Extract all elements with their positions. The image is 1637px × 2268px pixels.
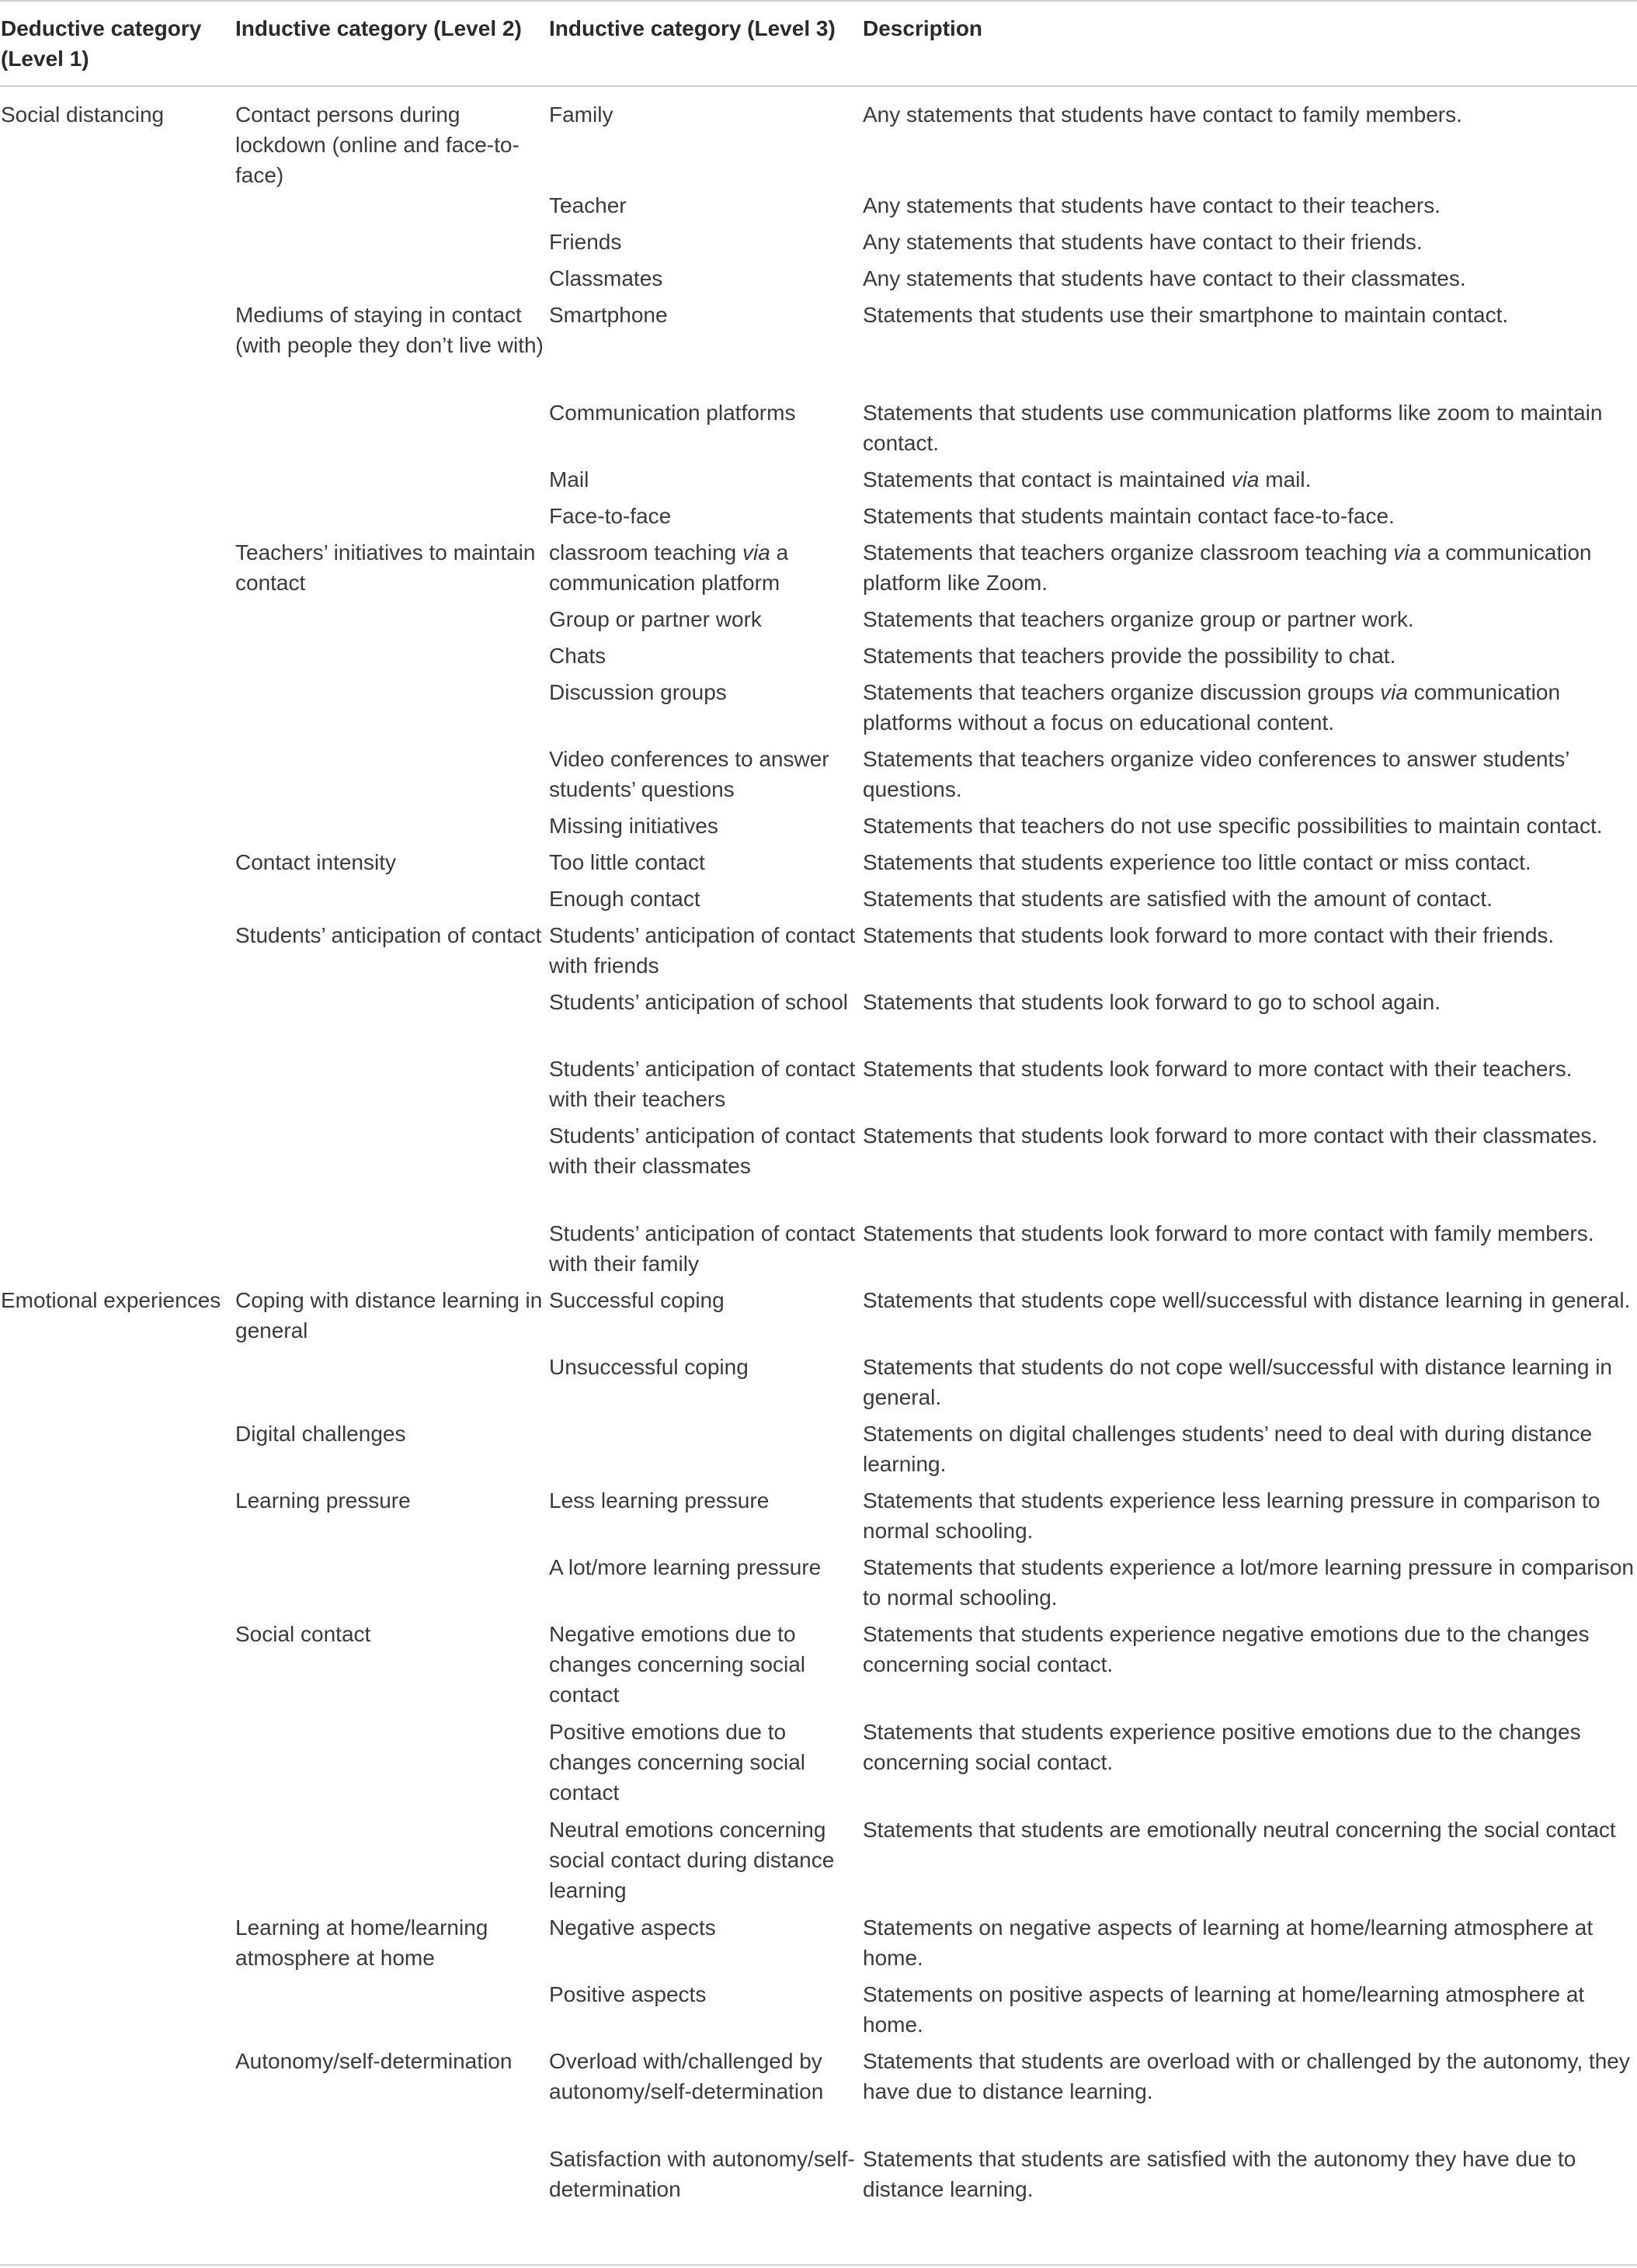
cell-description: Statements that teachers organize video conferences to answer students’ questions. — [863, 747, 1569, 801]
cell-inductive-level3: Family — [549, 102, 613, 127]
cell-inductive-level2: Autonomy/self-determination — [235, 2049, 513, 2073]
cell-inductive-level3: Enough contact — [549, 887, 700, 911]
cell-deductive-level1 — [0, 1218, 235, 1285]
cell-inductive-level2: Students’ anticipation of contact — [235, 923, 542, 947]
cell-deductive-level1: Emotional experiences — [1, 1288, 221, 1312]
cell-description: Statements that students are satisfied with the amount of contact. — [863, 887, 1493, 911]
table-row — [0, 987, 1637, 1054]
italic-text: via — [1380, 680, 1408, 704]
cell-inductive-level2 — [235, 1120, 549, 1218]
cell-inductive-level3: Negative emotions due to changes concerning social contact — [549, 1622, 805, 1707]
cell-deductive-level1 — [0, 190, 235, 227]
cell-deductive-level1 — [0, 263, 235, 300]
cell-inductive-level2: Learning at home/learning atmosphere at home — [235, 1915, 488, 1970]
cell-description: Statements that students look forward to more contact with family members. — [863, 1221, 1594, 1245]
cell-inductive-level3: Classmates — [549, 266, 663, 290]
cell-description: Statements on digital challenges students’ need to deal with during distance learning. — [863, 1422, 1593, 1476]
cell-inductive-level2 — [235, 227, 549, 263]
cell-inductive-level3 — [549, 1419, 863, 1485]
cell-inductive-level3: Overload with/challenged by autonomy/self-determination — [549, 2049, 824, 2103]
cell-description: Any statements that students have contact to their classmates. — [863, 266, 1466, 290]
cell-inductive-level3: Discussion groups — [549, 680, 727, 704]
cell-deductive-level1 — [0, 744, 235, 811]
cell-inductive-level3: Students’ anticipation of contact with friends — [549, 923, 856, 978]
cell-description: Statements that teachers provide the possibility to chat. — [863, 644, 1396, 668]
cell-inductive-level2: Teachers’ initiatives to maintain contact — [235, 540, 536, 595]
cell-inductive-level3: Students’ anticipation of contact with their classmates — [549, 1124, 856, 1178]
cell-inductive-level3: Video conferences to answer students’ questions — [549, 747, 829, 801]
italic-text: via — [742, 540, 770, 564]
text-fragment: mail. — [1259, 467, 1312, 491]
table-row — [0, 1285, 1637, 1352]
cell-description: Statements on positive aspects of learning at home/learning atmosphere at home. — [863, 1982, 1585, 2037]
table-row — [0, 604, 1637, 641]
cell-inductive-level2: Social contact — [235, 1622, 371, 1646]
text-fragment: Statements that contact is maintained — [863, 467, 1232, 491]
cell-inductive-level3: Satisfaction with autonomy/self-determination — [549, 2147, 855, 2201]
cell-deductive-level1 — [0, 464, 235, 501]
cell-description: Statements that students look forward to more contact with their friends. — [863, 923, 1555, 947]
cell-description: Statements that students maintain contact face-to-face. — [863, 504, 1395, 528]
cell-inductive-level3: A lot/more learning pressure — [549, 1555, 822, 1579]
header-description: Description — [863, 16, 983, 40]
cell-description: Statements that students look forward to more contact with their classmates. — [863, 1124, 1598, 1148]
table-row — [0, 86, 1637, 190]
cell-deductive-level1: Social distancing — [1, 102, 165, 127]
cell-inductive-level2: Contact intensity — [235, 850, 396, 874]
cell-description: Statements that students are overload with or challenged by the autonomy, they have due to distance learning. — [863, 2049, 1630, 2103]
cell-deductive-level1 — [0, 1419, 235, 1485]
cell-inductive-level3: Less learning pressure — [549, 1488, 770, 1513]
cell-inductive-level3: Neutral emotions concerning social contact during distance learning — [549, 1818, 835, 1902]
cell-deductive-level1 — [0, 1120, 235, 1218]
table-header — [0, 0, 1637, 86]
cell-deductive-level1 — [0, 1815, 235, 1912]
table-row — [0, 537, 1637, 604]
cell-description: Any statements that students have contact to family members. — [863, 102, 1462, 127]
table-row — [0, 641, 1637, 677]
cell-inductive-level3: Chats — [549, 644, 606, 668]
cell-deductive-level1 — [0, 920, 235, 987]
cell-inductive-level3: Communication platforms — [549, 401, 796, 425]
table-row — [0, 263, 1637, 300]
table-row — [0, 677, 1637, 744]
cell-inductive-level3: Positive aspects — [549, 1982, 707, 2006]
cell-description: Statements that teachers organize group or partner work. — [863, 607, 1414, 631]
table-row — [0, 847, 1637, 884]
text-fragment: a communication platform — [549, 540, 789, 595]
cell-inductive-level2 — [235, 1979, 549, 2046]
cell-description: Statements that students look forward to go to school again. — [863, 990, 1441, 1014]
cell-deductive-level1 — [0, 604, 235, 641]
cell-inductive-level3: Missing initiatives — [549, 814, 718, 838]
cell-deductive-level1 — [0, 1054, 235, 1120]
text-fragment: communication platforms without a focus on educational content. — [863, 680, 1561, 735]
cell-deductive-level1 — [0, 2046, 235, 2144]
table-row — [0, 227, 1637, 263]
table-row — [0, 744, 1637, 811]
cell-deductive-level1 — [0, 987, 235, 1054]
cell-inductive-level2: Mediums of staying in contact (with people they don’t live with) — [235, 303, 544, 357]
cell-deductive-level1 — [0, 300, 235, 398]
cell-inductive-level2 — [235, 1218, 549, 1285]
cell-inductive-level3: Teacher — [549, 193, 627, 217]
cell-description: Statements that students experience negative emotions due to the changes concerning social contact. — [863, 1622, 1590, 1676]
cell-description: Statements that students experience a lot/more learning pressure in comparison to normal schooling. — [863, 1555, 1634, 1610]
cell-inductive-level3: Mail — [549, 467, 589, 491]
cell-inductive-level3: Students’ anticipation of contact with their family — [549, 1221, 856, 1276]
cell-deductive-level1 — [0, 1979, 235, 2046]
italic-text: via — [1231, 467, 1260, 491]
table-row — [0, 1419, 1637, 1485]
cell-deductive-level1 — [0, 1912, 235, 1979]
cell-inductive-level2 — [235, 263, 549, 300]
cell-description — [863, 464, 1637, 501]
text-fragment: a communication platform like Zoom. — [863, 540, 1592, 595]
cell-deductive-level1 — [0, 227, 235, 263]
table-row — [0, 920, 1637, 987]
cell-deductive-level1 — [0, 1717, 235, 1815]
cell-description: Statements on negative aspects of learning at home/learning atmosphere at home. — [863, 1915, 1594, 1970]
table-row — [0, 1218, 1637, 1285]
table-row — [0, 1717, 1637, 1815]
top-rule — [0, 0, 1637, 2]
table-row — [0, 1619, 1637, 1717]
bottom-rule — [0, 2264, 1637, 2266]
cell-description: Any statements that students have contact to their friends. — [863, 230, 1423, 254]
cell-description: Statements that students experience less learning pressure in comparison to normal schooling. — [863, 1488, 1601, 1543]
cell-inductive-level2 — [235, 1054, 549, 1120]
text-fragment: Statements that teachers organize discussion groups — [863, 680, 1381, 704]
cell-description: Statements that students experience too little contact or miss contact. — [863, 850, 1531, 874]
cell-inductive-level3: Negative aspects — [549, 1915, 716, 1940]
table-row — [0, 1815, 1637, 1912]
cell-inductive-level3: Smartphone — [549, 303, 668, 327]
cell-inductive-level2 — [235, 744, 549, 811]
table-row — [0, 464, 1637, 501]
cell-description: Statements that students look forward to more contact with their teachers. — [863, 1057, 1573, 1081]
table-row — [0, 884, 1637, 920]
cell-deductive-level1 — [0, 398, 235, 464]
table-row — [0, 1552, 1637, 1619]
table-row — [0, 1485, 1637, 1552]
cell-deductive-level1 — [0, 847, 235, 884]
cell-description — [863, 677, 1637, 744]
cell-description: Statements that students use communication platforms like zoom to maintain contact. — [863, 401, 1603, 455]
cell-inductive-level3: Unsuccessful coping — [549, 1355, 749, 1379]
cell-description: Any statements that students have contact to their teachers. — [863, 193, 1441, 217]
cell-inductive-level3: Students’ anticipation of contact with their teachers — [549, 1057, 856, 1111]
header-deductive-level1: Deductive category (Level 1) — [1, 16, 202, 71]
header-inductive-level2: Inductive category (Level 2) — [235, 16, 522, 40]
cell-inductive-level2: Digital challenges — [235, 1422, 406, 1446]
cell-description: Statements that students do not cope well/successful with distance learning in general. — [863, 1355, 1612, 1409]
cell-inductive-level2 — [235, 641, 549, 677]
cell-deductive-level1 — [0, 1552, 235, 1619]
cell-description: Statements that students cope well/successful with distance learning in general. — [863, 1288, 1631, 1312]
cell-inductive-level3: Successful coping — [549, 1288, 725, 1312]
cell-deductive-level1 — [0, 501, 235, 537]
table-row — [0, 190, 1637, 227]
cell-inductive-level2 — [235, 884, 549, 920]
cell-inductive-level3: Face-to-face — [549, 504, 672, 528]
cell-inductive-level3: Friends — [549, 230, 622, 254]
table-row — [0, 1979, 1637, 2046]
cell-description: Statements that students use their smartphone to maintain contact. — [863, 303, 1509, 327]
cell-deductive-level1 — [0, 641, 235, 677]
header-row — [0, 0, 1637, 86]
cell-inductive-level3: Too little contact — [549, 850, 705, 874]
cell-inductive-level2 — [235, 1352, 549, 1419]
table-row — [0, 398, 1637, 464]
cell-inductive-level3: Positive emotions due to changes concerning social contact — [549, 1720, 805, 1804]
cell-inductive-level2 — [235, 398, 549, 464]
cell-inductive-level3 — [549, 537, 863, 604]
cell-deductive-level1 — [0, 537, 235, 604]
cell-inductive-level2: Coping with distance learning in general — [235, 1288, 543, 1342]
cell-inductive-level2 — [235, 501, 549, 537]
cell-deductive-level1 — [0, 884, 235, 920]
text-fragment: classroom teaching — [549, 540, 743, 564]
cell-deductive-level1 — [0, 1352, 235, 1419]
table-row — [0, 1054, 1637, 1120]
cell-inductive-level2 — [235, 811, 549, 847]
cell-inductive-level2 — [235, 2144, 549, 2242]
table-row — [0, 1352, 1637, 1419]
cell-description: Statements that teachers do not use specific possibilities to maintain contact. — [863, 814, 1603, 838]
table-body — [0, 86, 1637, 2242]
cell-deductive-level1 — [0, 677, 235, 744]
header-rule — [0, 85, 1637, 87]
cell-inductive-level3: Students’ anticipation of school — [549, 990, 848, 1014]
cell-deductive-level1 — [0, 1619, 235, 1717]
cell-description: Statements that students are satisfied with the autonomy they have due to distance learning. — [863, 2147, 1576, 2201]
cell-inductive-level2 — [235, 987, 549, 1054]
cell-inductive-level2 — [235, 1815, 549, 1912]
cell-inductive-level2 — [235, 604, 549, 641]
table-row — [0, 501, 1637, 537]
cell-inductive-level2 — [235, 1717, 549, 1815]
cell-inductive-level2 — [235, 1552, 549, 1619]
cell-deductive-level1 — [0, 811, 235, 847]
cell-inductive-level2: Contact persons during lockdown (online and face-to-face) — [235, 102, 520, 187]
cell-inductive-level2: Learning pressure — [235, 1488, 411, 1513]
italic-text: via — [1393, 540, 1422, 564]
cell-inductive-level3: Group or partner work — [549, 607, 762, 631]
table-row — [0, 2046, 1637, 2144]
table-row — [0, 300, 1637, 398]
table-row — [0, 811, 1637, 847]
cell-inductive-level2 — [235, 677, 549, 744]
cell-deductive-level1 — [0, 1485, 235, 1552]
cell-inductive-level2 — [235, 464, 549, 501]
table-row — [0, 1912, 1637, 1979]
table-row — [0, 2144, 1637, 2242]
table-row — [0, 1120, 1637, 1218]
cell-inductive-level2 — [235, 190, 549, 227]
header-inductive-level3: Inductive category (Level 3) — [549, 16, 836, 40]
cell-description — [863, 537, 1637, 604]
text-fragment: Statements that teachers organize classroom teaching — [863, 540, 1394, 564]
cell-description: Statements that students are emotionally neutral concerning the social contact — [863, 1818, 1616, 1842]
cell-description: Statements that students experience positive emotions due to the changes concerning social contact. — [863, 1720, 1581, 1774]
cell-deductive-level1 — [0, 2144, 235, 2242]
